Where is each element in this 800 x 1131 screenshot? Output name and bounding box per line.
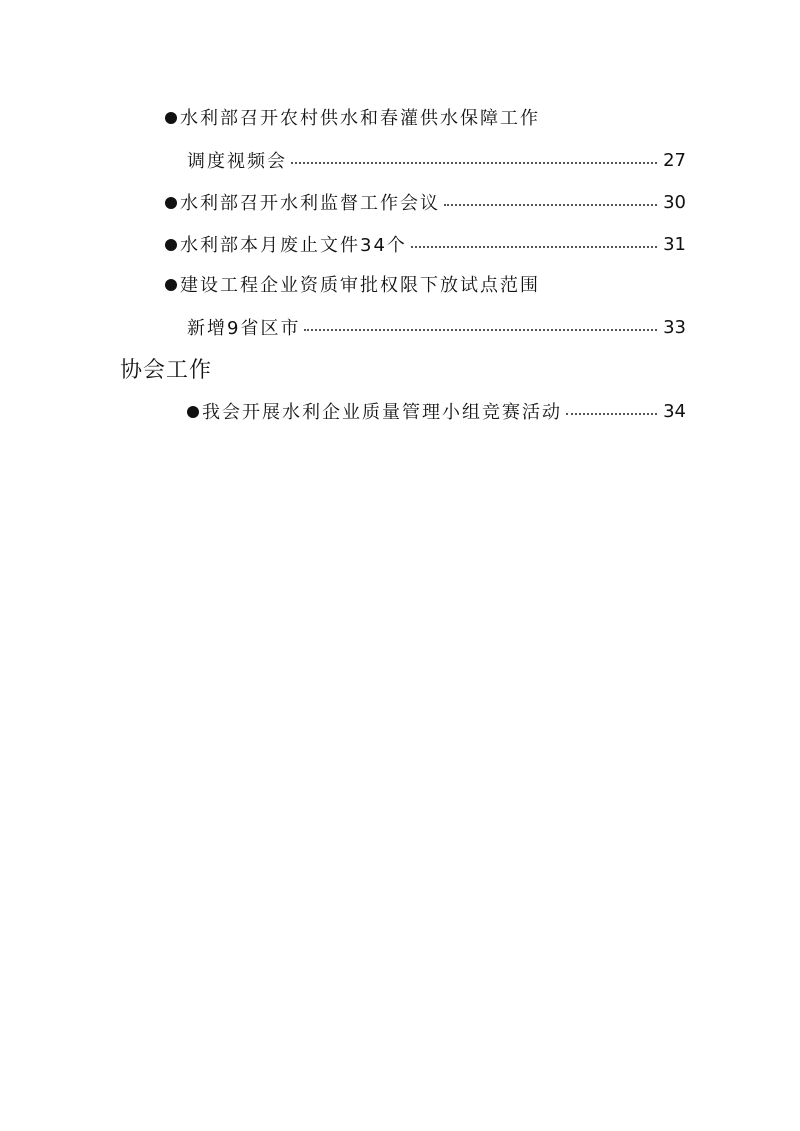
toc-entry-1-line2: 调度视频会 xyxy=(187,151,287,172)
toc-entry-2[interactable] xyxy=(165,189,686,215)
toc-entry-3-line1: 水利部本月废止文件34个 xyxy=(180,235,407,256)
dot-leader xyxy=(291,162,657,164)
toc-entry-2-page: 30 xyxy=(663,191,686,213)
toc-entry-2-line1: 水利部召开水利监督工作会议 xyxy=(180,193,440,214)
section-entry-1-title xyxy=(187,398,562,424)
bullet-icon xyxy=(165,112,177,124)
toc-entry-3-page: 31 xyxy=(663,233,686,255)
toc-entry-4-title xyxy=(165,273,540,299)
dot-leader xyxy=(444,204,657,206)
toc-entry-1-row2[interactable] xyxy=(187,147,686,173)
toc-entry-1-page: 27 xyxy=(663,149,686,171)
dot-leader xyxy=(566,413,657,415)
toc-entry-3-title xyxy=(165,231,407,257)
section-entry-1-page: 34 xyxy=(663,400,686,422)
toc-entry-4-row2[interactable] xyxy=(187,314,686,340)
section-heading: 协会工作 xyxy=(120,358,213,383)
bullet-icon xyxy=(165,279,177,291)
toc-entry-2-title xyxy=(165,189,440,215)
dot-leader xyxy=(304,329,657,331)
bullet-icon xyxy=(187,406,199,418)
section-entry-1-line1: 我会开展水利企业质量管理小组竞赛活动 xyxy=(202,402,562,423)
bullet-icon xyxy=(165,197,177,209)
bullet-icon xyxy=(165,239,177,251)
dot-leader xyxy=(411,246,657,248)
toc-entry-3[interactable] xyxy=(165,231,686,257)
section-entry-1[interactable] xyxy=(187,398,686,424)
toc-entry-1-line1: 水利部召开农村供水和春灌供水保障工作 xyxy=(180,108,540,129)
toc-entry-4-page: 33 xyxy=(663,316,686,338)
toc-entry-4-line1: 建设工程企业资质审批权限下放试点范围 xyxy=(180,275,540,296)
toc-entry-1-title xyxy=(165,106,540,132)
toc-entry-4-line2: 新增9省区市 xyxy=(187,318,301,339)
